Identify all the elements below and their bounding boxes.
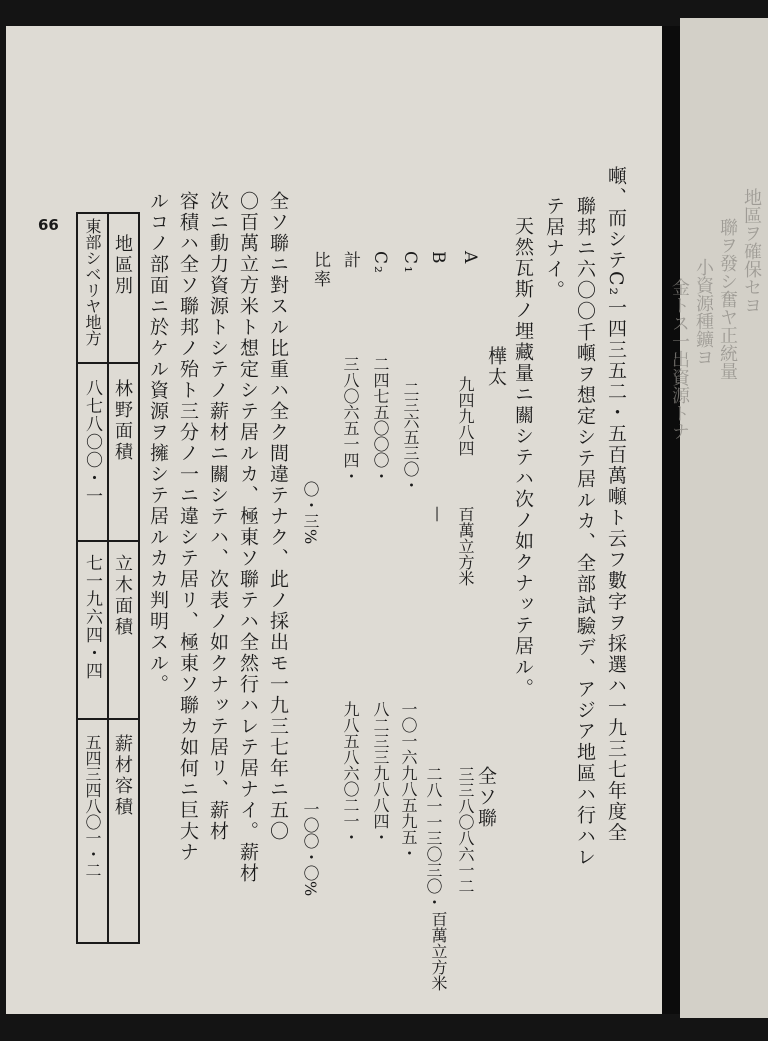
gas-row-c2-zenso: 八二三三九八八四・ [371, 701, 390, 845]
gas-row-c2-karafuto: 二四七五〇〇〇・ [371, 356, 390, 484]
wood-cell-firewood-volume: 五四三四八〇一・二 [83, 734, 102, 878]
body-column-4: 天然瓦斯ノ埋藏量ニ關シテハ次ノ如クナッテ居ル。 [512, 216, 534, 699]
body-after-column-3: 次ニ動力資源トシテノ薪材ニ關シテハ、次表ノ如クナッテ居リ、薪材 [207, 191, 229, 842]
gas-row-a-zenso: 三三八〇八六一二 [456, 766, 475, 894]
gas-row-total-zenso: 九八五八六〇二一・ [341, 701, 360, 845]
adjacent-page-text-3: 小資源種鑛ヨ [693, 258, 714, 366]
gas-row-label-total: 計 [340, 251, 360, 270]
gas-row-total-karafuto: 三八〇六五一四・ [341, 356, 360, 484]
gas-table-header-karafuto: 樺太 [485, 346, 507, 388]
gas-row-a-karafuto: 九四九八四 [456, 376, 475, 456]
wood-header-region: 地區別 [112, 234, 133, 297]
adjacent-page [669, 18, 768, 1018]
wood-cell-forest-area: 八七八〇〇・一 [82, 379, 102, 505]
body-after-column-2: 〇百萬立方米ト想定シテ居ルカ、極東ソ聯テハ全然行ハレテ居ナイ。薪材 [237, 191, 259, 884]
gas-table-header-zenso: 全ソ聯 [475, 766, 497, 829]
wood-header-forest-area: 林野面積 [112, 379, 133, 463]
gas-row-label-c1: C₁ [400, 251, 420, 275]
body-column-2: 聯邦ニ六〇〇千噸ヲ想定シテ居ルカ、全部試驗デ、アジア地區ハ行ハレ [574, 196, 596, 868]
adjacent-page-text-2: 聯ヲ發シ奮ヤ正統量 [717, 218, 738, 380]
body-after-column-5: ルコノ部面ニ於ケル資源ヲ擁シテ居ルカカ判明スル。 [147, 191, 169, 695]
adjacent-page-text-1: 地區ヲ確保セヨ [741, 188, 762, 314]
gas-unit-right: 百萬立方米 [429, 911, 448, 991]
wood-cell-region: 東部シベリヤ地方 [83, 218, 102, 346]
gas-row-ratio-karafuto: 〇・三% [301, 481, 320, 545]
page-number: 66 [38, 216, 59, 234]
gas-row-label-c2: C₂ [370, 251, 390, 275]
book-gutter [662, 26, 680, 1014]
body-after-column-4: 容積ハ全ソ聯邦ノ殆ト三分ノ一ニ違シテ居リ、極東ソ聯カ如何ニ巨大ナ [177, 191, 199, 863]
gas-row-ratio-zenso: 一〇〇・〇% [301, 801, 320, 897]
gas-row-b-zenso: 二八一一三〇三〇・ [424, 766, 443, 910]
gas-row-c1-karafuto: 二三六五三〇・ [401, 381, 420, 493]
body-column-1: 噸、而シテC₂一四三五二・五百萬噸ト云フ數字ヲ採選ハ一九三七年度全 [605, 166, 627, 844]
gas-row-b-karafuto: — [429, 506, 448, 522]
body-after-column-1: 全ソ聯ニ對スル比重ハ全ク間違テナク、此ノ採出モ一九三七年ニ五〇 [267, 191, 289, 842]
wood-cell-standing-area: 七一九六四・四 [82, 554, 102, 680]
wood-header-firewood-volume: 薪材容積 [112, 734, 133, 818]
wood-header-standing-area: 立木面積 [112, 554, 133, 638]
gas-row-label-a: A [460, 251, 480, 266]
book-page [6, 26, 662, 1014]
wood-table [76, 212, 140, 944]
gas-row-label-b: B [428, 251, 448, 266]
body-column-3: テ居ナイ。 [543, 196, 565, 301]
gas-row-c1-zenso: 一〇一六九八五九五・ [399, 701, 418, 861]
adjacent-page-text-4: 金トス一出資源トナ [669, 278, 690, 440]
gas-unit-left: 百萬立方米 [456, 506, 475, 586]
gas-row-label-ratio: 比率 [310, 251, 330, 289]
